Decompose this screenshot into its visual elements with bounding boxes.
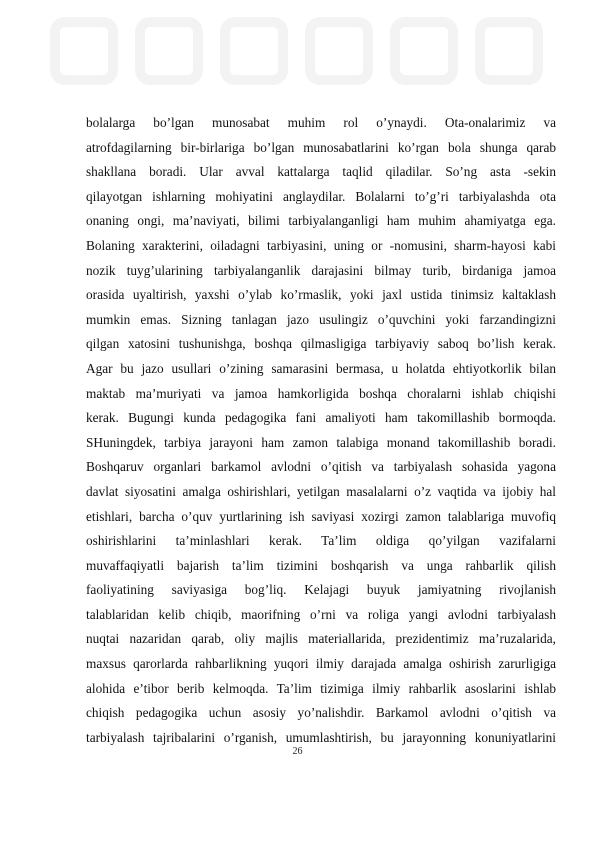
text-line: SHuningdek, tarbiya jarayoni ham zamon talabiga monand takomillashib boradi.: [86, 434, 556, 450]
text-line: maxsus qarorlarda rahbarlikning yuqori ilmiy darajada amalga oshirish zarurligiga: [86, 656, 556, 672]
text-line: atrofdagilarning bir-birlariga bo’lgan munosabatlarini ko’rgan bola shunga qarab: [86, 139, 556, 155]
document-body: [86, 111, 556, 750]
text-line: Agar bu jazo usullari o’zining samarasini bermasa, u holatda ehtiyotkorlik bilan: [86, 360, 556, 376]
text-line: Bolaning xarakterini, oiladagni tarbiyasini, uning or -nomusini, sharm-hayosi kabi: [86, 237, 556, 253]
text-line: oshirishlarini ta’minlashlari kerak. Ta’lim oldiga qo’yilgan vazifalarni: [86, 533, 556, 549]
text-line: shakllana boradi. Ular avval kattalarga taqlid qiladilar. So’ng asta -sekin: [86, 164, 556, 180]
text-line: bolalarga bo’lgan munosabat muhim rol o’ynaydi. Ota-onalarimiz va: [86, 115, 556, 130]
text-line: faoliyatining saviyasiga bog’liq. Kelajagi buyuk jamiyatning rivojlanish: [86, 582, 556, 598]
header-watermark-icon: [0, 0, 595, 110]
text-line: tarbiyalash tajribalarini o’rganish, umumlashtirish, bu jarayonning konuniyatlarini: [86, 729, 556, 745]
text-line: mumkin emas. Sizning tanlagan jazo usulingiz o’quvchini yoki farzandingizni: [86, 311, 556, 327]
text-line: muvaffaqiyatli bajarish ta’lim tizimini boshqarish va unga rahbarlik qilish: [86, 557, 556, 573]
text-line: chiqish pedagogika uchun asosiy yo’nalishdir. Barkamol avlodni o’qitish va: [86, 705, 556, 721]
page-number: 26: [292, 746, 303, 757]
text-line: qilgan xatosini tushunishga, boshqa qilmasligiga tarbiyaviy saboq bo’lish kerak.: [86, 336, 556, 352]
text-line: talablaridan kelib chiqib, maorifning o’rni va roliga yangi avlodni tarbiyalash: [86, 606, 556, 622]
text-line: alohida e’tibor berib kelmoqda. Ta’lim tizimiga ilmiy rahbarlik asoslarini ishlab: [86, 680, 556, 696]
text-line: nozik tuyg’ularining tarbiyalanganlik darajasini bilmay turib, birdaniga jamoa: [86, 262, 556, 278]
text-line: etishlari, barcha o’quv yurtlarining ish saviyasi xozirgi zamon talablariga muvofiq: [86, 508, 556, 524]
text-line: qilayotgan ishlarning mohiyatini anglaydilar. Bolalarni to’g’ri tarbiyalashda ota: [86, 188, 556, 204]
text-line: nuqtai nazaridan qarab, oliy majlis materiallarida, prezidentimiz ma’ruzalarida,: [86, 631, 556, 647]
text-line: kerak. Bugungi kunda pedagogika fani amaliyoti ham takomillashib bormoqda.: [86, 410, 556, 426]
text-line: davlat siyosatini amalga oshirishlari, yetilgan masalalarni o’z vaqtida va ijobiy hal: [86, 483, 556, 499]
text-line: Boshqaruv organlari barkamol avlodni o’qitish va tarbiyalash sohasida yagona: [86, 459, 556, 475]
text-line: maktab ma’muriyati va jamoa hamkorligida boshqa choralarni ishlab chiqishi: [86, 385, 556, 401]
text-line: orasida uyaltirish, yaxshi o’ylab ko’rmaslik, yoki jaxl ustida tinimsiz kaltaklash: [86, 287, 556, 303]
text-line: onaning ongi, ma’naviyati, bilimi tarbiyalanganligi ham muhim ahamiyatga ega.: [86, 213, 556, 229]
